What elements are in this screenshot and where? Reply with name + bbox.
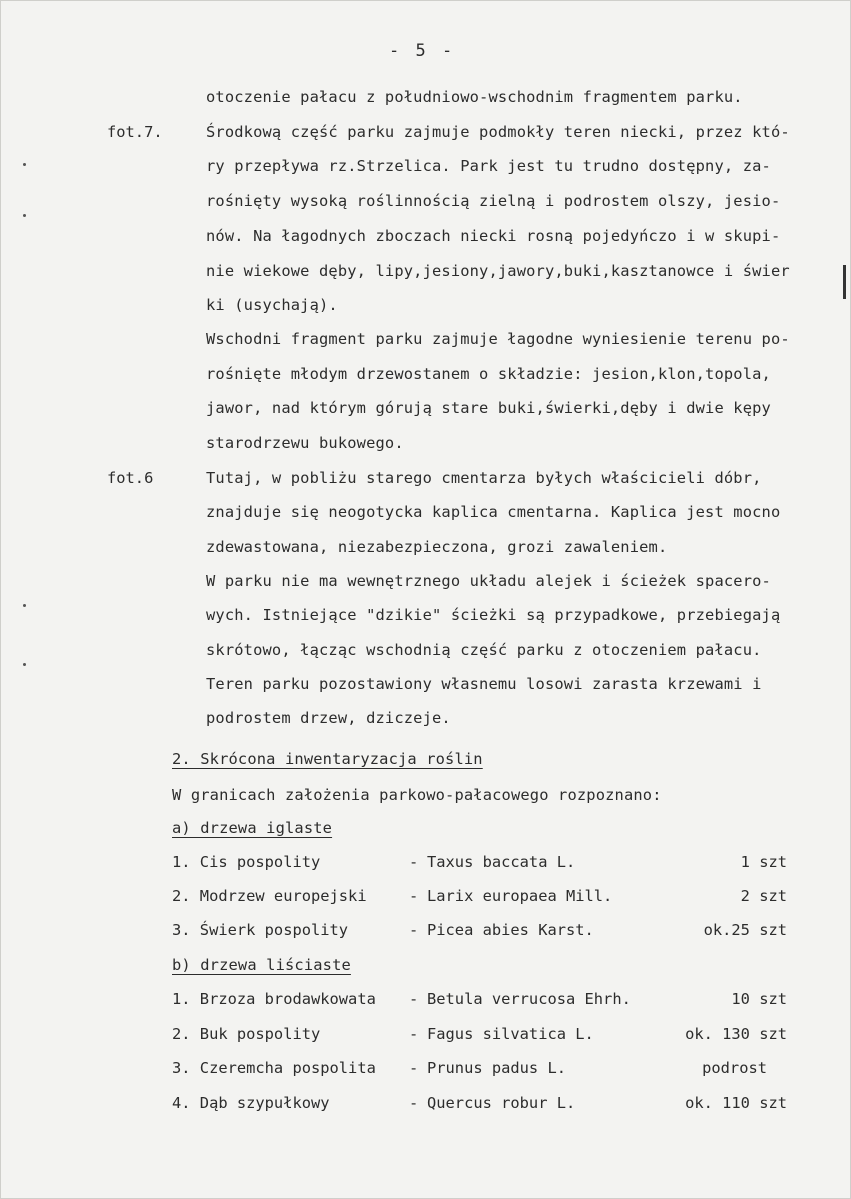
text-line: rośnięty wysoką roślinnością zielną i podrostem olszy, jesio- [206, 192, 781, 210]
plant-name: 1. Cis pospolity [172, 853, 321, 871]
quantity: 10 szt [731, 990, 787, 1008]
latin-name: Taxus baccata L. [427, 853, 576, 871]
latin-name: Larix europaea Mill. [427, 887, 613, 905]
dash: - [409, 1059, 419, 1077]
text-line: Wschodni fragment parku zajmuje łagodne wyniesienie terenu po- [206, 330, 790, 348]
scan-speck [23, 214, 26, 217]
text-line: nów. Na łagodnych zboczach niecki rosną pojedyńczo i w skupi- [206, 227, 781, 245]
text-line: Środkową część parku zajmuje podmokły teren niecki, przez któ- [206, 123, 790, 141]
table-row [172, 921, 787, 943]
latin-name: Prunus padus L. [427, 1059, 566, 1077]
group-heading-deciduous: b) drzewa liściaste [172, 956, 351, 974]
text-line: skrótowo, łącząc wschodnią część parku z otoczeniem pałacu. [206, 641, 762, 659]
table-row [172, 1094, 787, 1116]
text-line: Teren parku pozostawiony własnemu losowi zarasta krzewami i [206, 675, 762, 693]
quantity: podrost [702, 1059, 767, 1077]
plant-name: 3. Czeremcha pospolita [172, 1059, 376, 1077]
dash: - [409, 1094, 419, 1112]
scan-edge-mark [843, 265, 846, 299]
quantity: ok.25 szt [703, 921, 787, 939]
quantity: ok. 130 szt [685, 1025, 787, 1043]
margin-note-fot-7: fot.7. [107, 123, 163, 141]
text-line: nie wiekowe dęby, lipy,jesiony,jawory,buki,kasztanowce i świer [206, 262, 790, 280]
section-heading: 2. Skrócona inwentaryzacja roślin [172, 750, 483, 768]
dash: - [409, 990, 419, 1008]
text-line: zdewastowana, niezabezpieczona, grozi zawaleniem. [206, 538, 668, 556]
dash: - [409, 887, 419, 905]
text-line: W parku nie ma wewnętrznego układu alejek i ścieżek spacero- [206, 572, 771, 590]
quantity: 2 szt [740, 887, 787, 905]
group-heading-conifers: a) drzewa iglaste [172, 819, 333, 837]
text-line: wych. Istniejące "dzikie" ścieżki są przypadkowe, przebiegają [206, 606, 781, 624]
text-line: jawor, nad którym górują stare buki,świerki,dęby i dwie kępy [206, 399, 771, 417]
text-line: znajduje się neogotycka kaplica cmentarna. Kaplica jest mocno [206, 503, 781, 521]
table-row [172, 1059, 787, 1081]
latin-name: Betula verrucosa Ehrh. [427, 990, 631, 1008]
table-row [172, 1025, 787, 1047]
text-line: starodrzewu bukowego. [206, 434, 404, 452]
table-row [172, 887, 787, 909]
scan-speck [23, 604, 26, 607]
latin-name: Picea abies Karst. [427, 921, 594, 939]
margin-note-fot-6: fot.6 [107, 469, 154, 487]
plant-name: 3. Świerk pospolity [172, 921, 349, 939]
text-line: Tutaj, w pobliżu starego cmentarza byłych właścicieli dóbr, [206, 469, 762, 487]
scan-speck [23, 163, 26, 166]
plant-name: 4. Dąb szypułkowy [172, 1094, 330, 1112]
text-line: otoczenie pałacu z południowo-wschodnim fragmentem parku. [206, 88, 743, 106]
plant-name: 1. Brzoza brodawkowata [172, 990, 376, 1008]
text-line: podrostem drzew, dziczeje. [206, 709, 451, 727]
dash: - [409, 853, 419, 871]
table-row [172, 853, 787, 875]
scan-speck [23, 663, 26, 666]
dash: - [409, 921, 419, 939]
text-line: ry przepływa rz.Strzelica. Park jest tu trudno dostępny, za- [206, 157, 771, 175]
page-number: - 5 - [389, 41, 456, 61]
table-row [172, 990, 787, 1012]
quantity: ok. 110 szt [685, 1094, 787, 1112]
quantity: 1 szt [740, 853, 787, 871]
text-line: ki (usychają). [206, 296, 338, 314]
latin-name: Fagus silvatica L. [427, 1025, 594, 1043]
text-line: rośnięte młodym drzewostanem o składzie: jesion,klon,topola, [206, 365, 771, 383]
intro-line: W granicach założenia parkowo-pałacowego rozpoznano: [172, 786, 662, 804]
plant-name: 2. Modrzew europejski [172, 887, 367, 905]
plant-name: 2. Buk pospolity [172, 1025, 321, 1043]
latin-name: Quercus robur L. [427, 1094, 576, 1112]
dash: - [409, 1025, 419, 1043]
